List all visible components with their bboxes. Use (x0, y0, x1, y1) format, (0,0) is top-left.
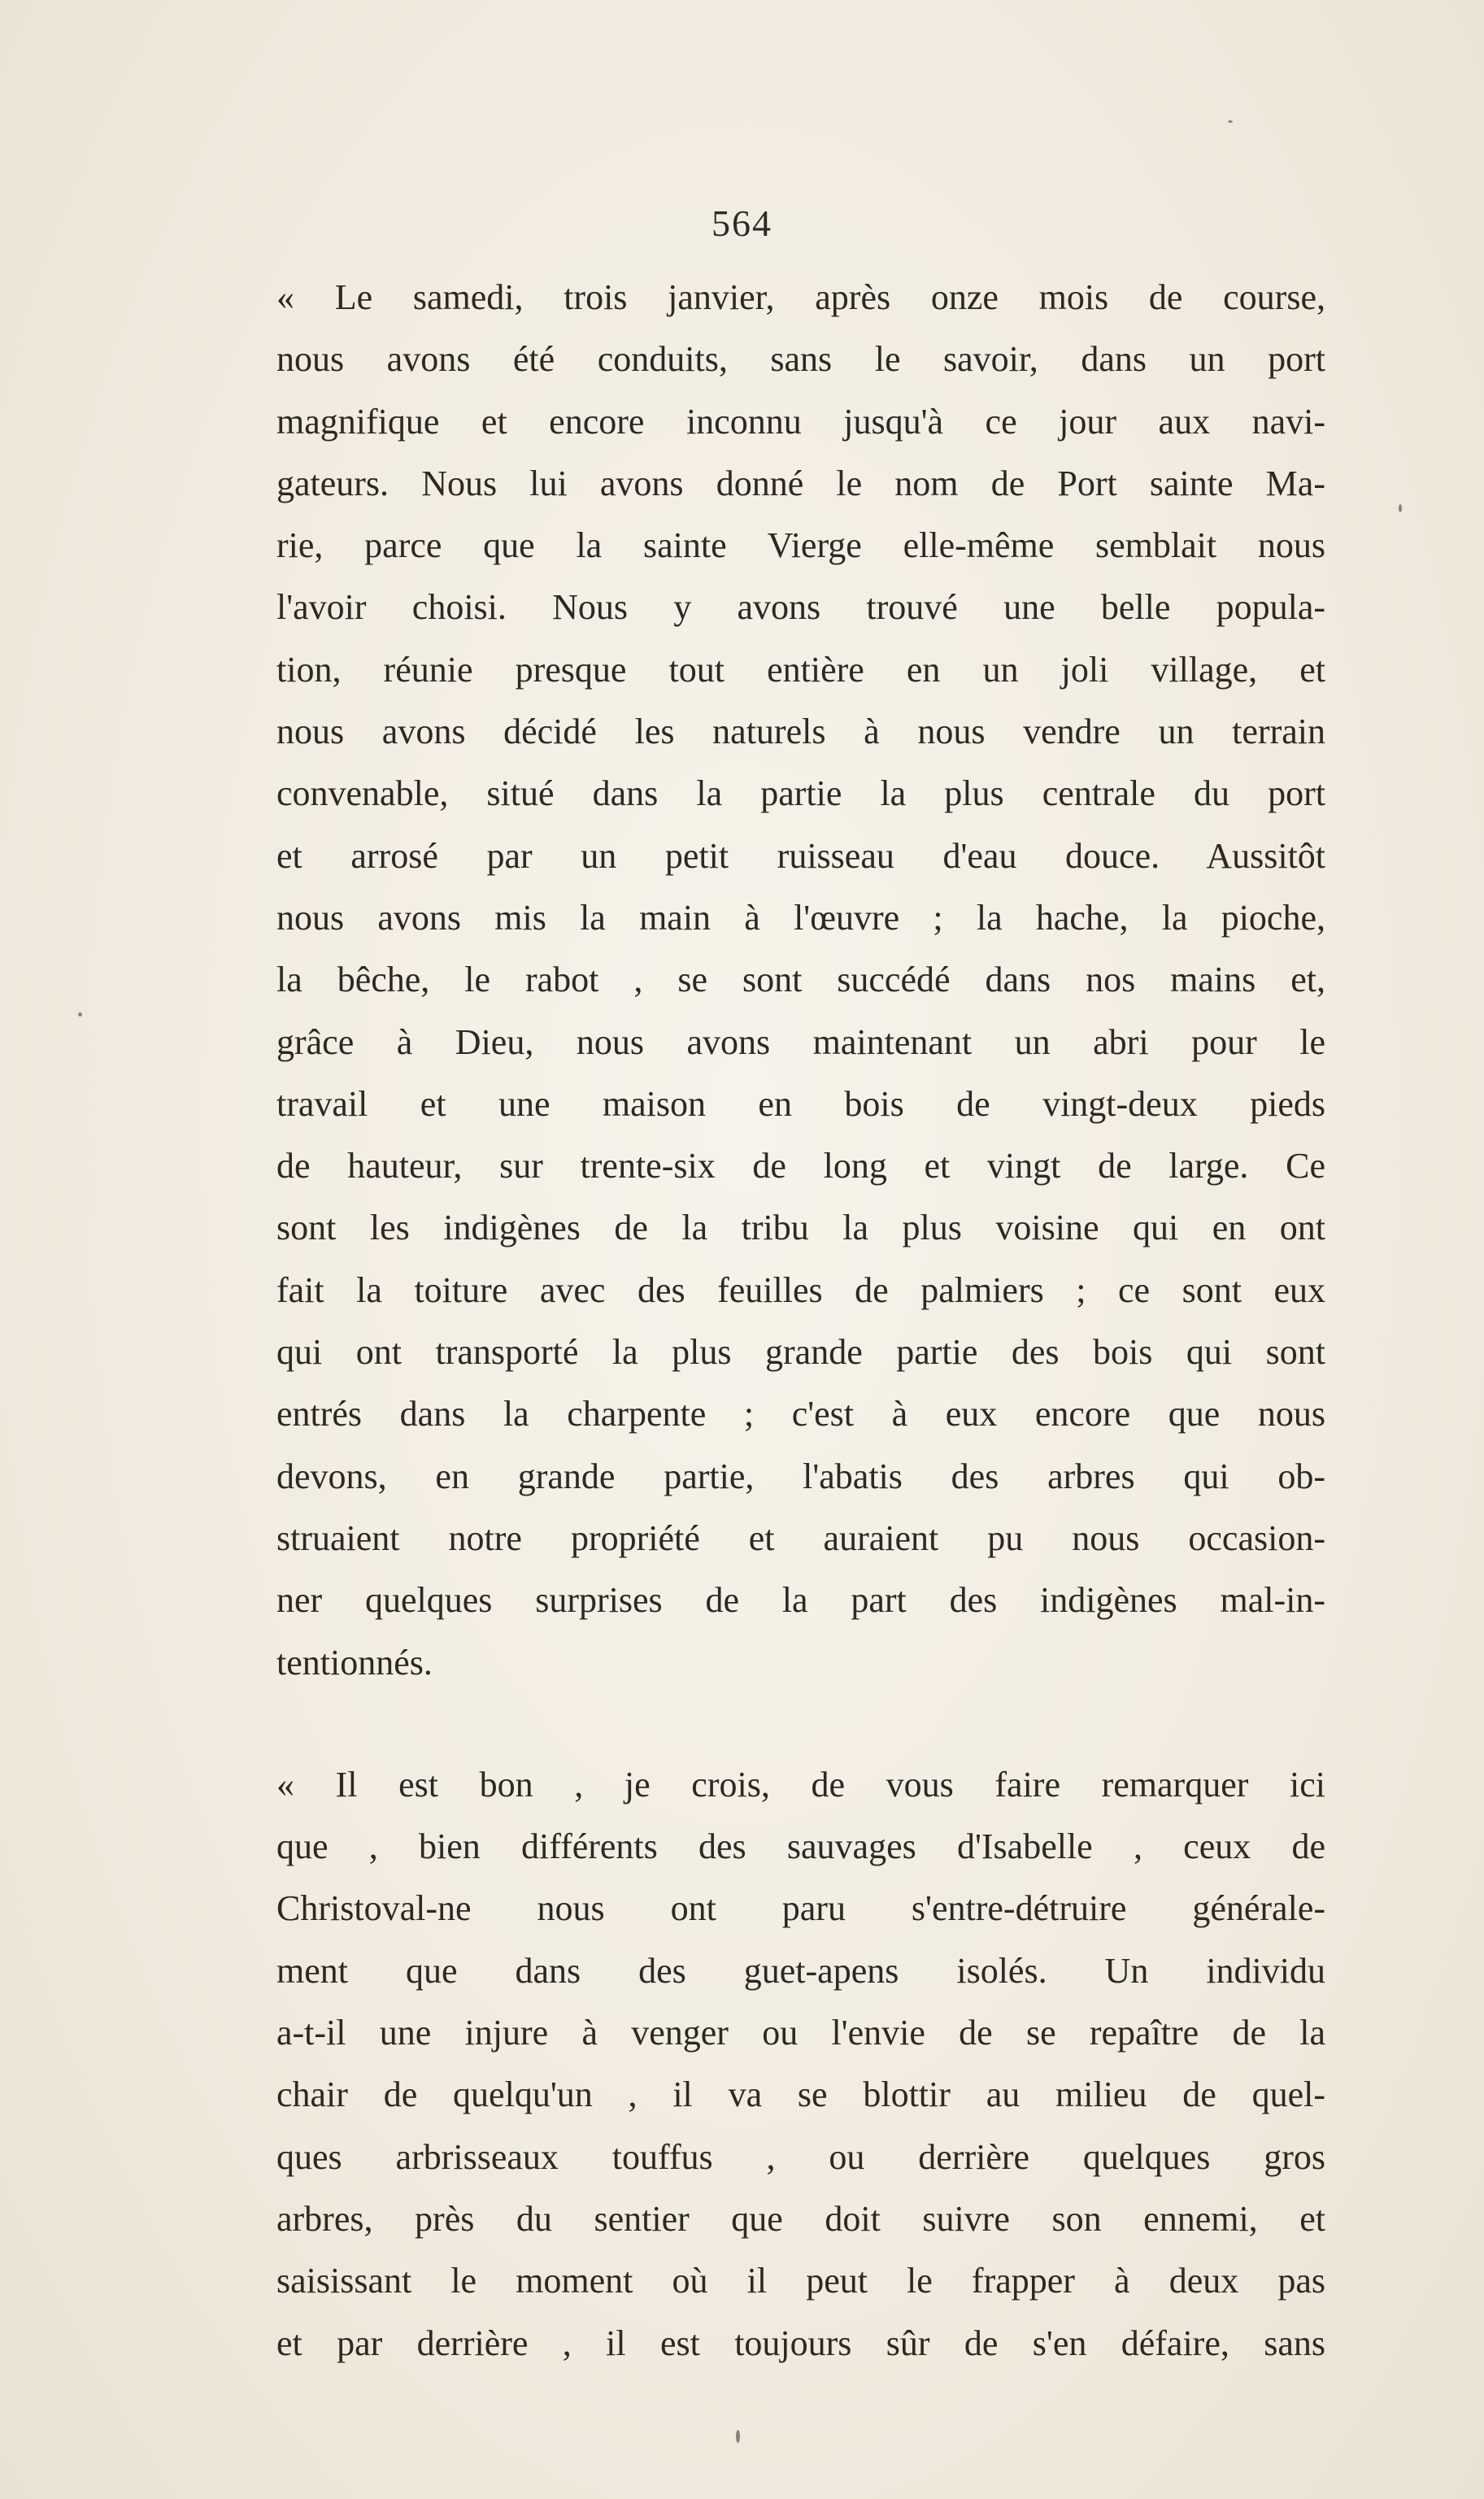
paragraph-spacer (276, 1694, 1325, 1754)
paper-speck (736, 2430, 740, 2443)
text-line: arbres, près du sentier que doit suivre son ennemi, et (276, 2198, 1325, 2239)
text-line: chair de quelqu'un , il va se blottir au milieu de quel- (276, 2075, 1325, 2115)
paper-speck (78, 1012, 82, 1017)
page-number: 564 (712, 202, 772, 244)
text-line: devons, en grande partie, l'abatis des arbres qui ob- (276, 1456, 1325, 1496)
text-line: rie, parce que la sainte Vierge elle-même semblait nous (276, 525, 1325, 566)
text-line: nous avons décidé les naturels à nous vendre un terrain (276, 712, 1325, 752)
text-line: tentionnés. (276, 1642, 433, 1683)
text-line: tion, réunie presque tout entière en un joli village, et (276, 649, 1325, 690)
text-line: gateurs. Nous lui avons donné le nom de Port sainte Ma- (276, 463, 1325, 503)
text-line: de hauteur, sur trente-six de long et vingt de large. Ce (276, 1146, 1325, 1186)
text-line: fait la toiture avec des feuilles de palmiers ; ce sont eux (276, 1269, 1325, 1310)
text-line: travail et une maison en bois de vingt-deux pieds (276, 1083, 1325, 1124)
text-line: a-t-il une injure à venger ou l'envie de se repaître de la (276, 2013, 1325, 2053)
text-line: saisissant le moment où il peut le frapper à deux pas (276, 2261, 1325, 2301)
text-line: convenable, situé dans la partie la plus centrale du port (276, 773, 1325, 814)
paragraph-2 (276, 1754, 1325, 2375)
text-line: Christoval-ne nous ont paru s'entre-détruire générale- (276, 1888, 1325, 1929)
paragraph-1 (276, 267, 1325, 1694)
text-line: magnifique et encore inconnu jusqu'à ce jour aux navi- (276, 401, 1325, 442)
text-line: grâce à Dieu, nous avons maintenant un abri pour le (276, 1021, 1325, 1062)
paper-speck (1228, 120, 1233, 123)
text-line: et arrosé par un petit ruisseau d'eau douce. Aussitôt (276, 835, 1325, 876)
text-line: l'avoir choisi. Nous y avons trouvé une belle popula- (276, 587, 1325, 628)
text-line: qui ont transporté la plus grande partie des bois qui sont (276, 1332, 1325, 1373)
text-line: entrés dans la charpente ; c'est à eux encore que nous (276, 1394, 1325, 1435)
body-text (276, 267, 1325, 2375)
text-line: la bêche, le rabot , se sont succédé dans nos mains et, (276, 960, 1325, 1000)
text-line: ner quelques surprises de la part des indigènes mal-in- (276, 1580, 1325, 1621)
text-line: sont les indigènes de la tribu la plus voisine qui en ont (276, 1208, 1325, 1248)
text-line: et par derrière , il est toujours sûr de s'en défaire, sans (276, 2323, 1325, 2363)
text-line: ment que dans des guet-apens isolés. Un individu (276, 1950, 1325, 1991)
text-line: « Il est bon , je crois, de vous faire remarquer ici (276, 1764, 1325, 1805)
text-line: ques arbrisseaux touffus , ou derrière quelques gros (276, 2136, 1325, 2177)
text-line: nous avons mis la main à l'œuvre ; la hache, la pioche, (276, 897, 1325, 938)
text-line: struaient notre propriété et auraient pu nous occasion- (276, 1517, 1325, 1558)
text-line: nous avons été conduits, sans le savoir, dans un port (276, 339, 1325, 380)
text-line: « Le samedi, trois janvier, après onze mois de course, (276, 277, 1325, 317)
text-line: que , bien différents des sauvages d'Isabelle , ceux de (276, 1826, 1325, 1867)
paper-speck (1399, 504, 1402, 512)
